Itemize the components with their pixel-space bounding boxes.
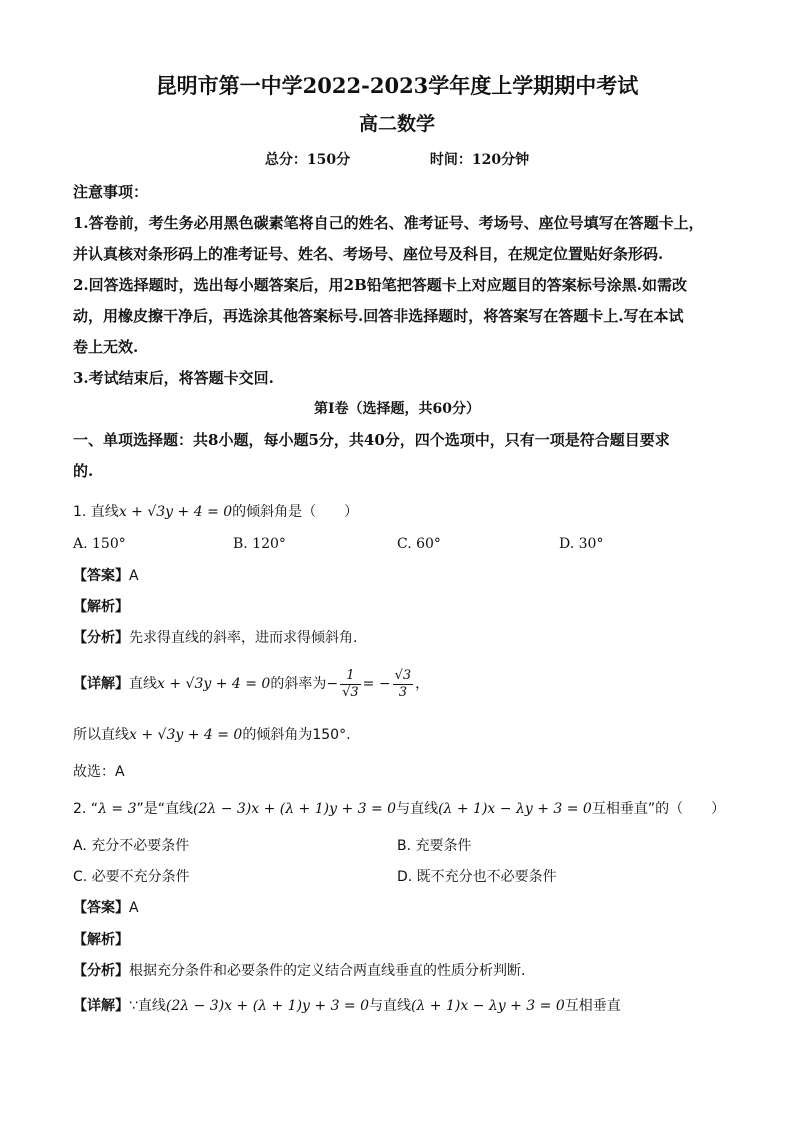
q2-answer-value: A	[129, 900, 139, 916]
notice-item-1-line-1: 1.答卷前，考生务必用黑色碳素笔将自己的姓名、准考证号、考场号、座位号填写在答题卡上，	[73, 214, 704, 232]
q2-answer-label: 【答案】	[73, 900, 129, 916]
q1-choose: 故选：A	[73, 764, 125, 780]
q1-prefix: 1. 直线	[73, 504, 119, 520]
q2-detail-prefix: ∵直线	[129, 998, 166, 1014]
notice-item-2-line-3: 卷上无效.	[73, 338, 139, 356]
notice-item-2-line-1: 2.回答选择题时，选出每小题答案后，用2B铅笔把答题卡上对应题目的答案标号涂黑.如需改	[73, 276, 688, 294]
q2-answer	[73, 898, 139, 918]
section-instructions-line-1: 一、单项选择题：共8小题，每小题5分，共40分，四个选项中，只有一项是符合题目要求	[73, 431, 670, 449]
q2-suffix: 互相垂直”的（ ）	[591, 801, 726, 817]
q2-analysis-label: 【解析】	[73, 932, 129, 948]
q1-conclusion-prefix: 所以直线	[73, 727, 129, 743]
exam-meta	[0, 150, 794, 170]
q2-fenxi-label: 【分析】	[73, 963, 129, 979]
q2-line2: (λ + 1)x − λy + 3 = 0	[438, 801, 592, 817]
frac2-denominator: 3	[398, 684, 407, 700]
notice-item-2-line-2: 动，用橡皮擦干净后，再选涂其他答案标号.回答非选择题时，将答案写在答题卡上.写在本试	[73, 307, 684, 325]
frac1-denominator: √3	[342, 684, 359, 700]
q2-option-b: B. 充要条件	[397, 838, 472, 854]
exam-time: 时间：120分钟	[429, 152, 530, 168]
q1-detail-equation: x + √3y + 4 = 0	[157, 676, 271, 692]
q1-option-b: B. 120°	[233, 536, 286, 552]
q1-analysis-label: 【解析】	[73, 599, 129, 615]
q1-conclusion	[73, 725, 351, 745]
question-2	[73, 799, 725, 819]
q1-fenxi-label: 【分析】	[73, 630, 129, 646]
q2-fenxi	[73, 961, 525, 981]
q2-option-d: D. 既不充分也不必要条件	[397, 869, 557, 885]
exam-subtitle: 高二数学	[358, 113, 435, 135]
q2-detail-line1: (2λ − 3)x + (λ + 1)y + 3 = 0	[165, 998, 370, 1014]
section-instructions-line-2: 的.	[73, 462, 94, 480]
q2-detail-line2: (λ + 1)x − λy + 3 = 0	[411, 998, 565, 1014]
q1-equation: x + √3y + 4 = 0	[118, 504, 233, 520]
q1-option-a: A. 150°	[73, 536, 126, 552]
question-1	[73, 502, 358, 522]
q1-answer	[73, 566, 139, 586]
q2-line1: (2λ − 3)x + (λ + 1)y + 3 = 0	[193, 801, 397, 817]
q1-conclusion-suffix: 的倾斜角为150°.	[242, 727, 351, 743]
q2-detail-suffix: 互相垂直	[564, 998, 621, 1014]
slope-fraction-1	[340, 668, 361, 701]
notice-heading: 注意事项：	[73, 183, 149, 201]
notice-item-3: 3.考试结束后，将答题卡交回.	[73, 369, 274, 387]
slope-minus: −	[326, 676, 339, 692]
q2-prefix: 2. “	[73, 801, 99, 817]
q2-mid2: 与直线	[396, 801, 439, 817]
q1-option-d: D. 30°	[559, 536, 604, 552]
q1-conclusion-equation: x + √3y + 4 = 0	[129, 727, 243, 743]
notice-item-1-line-2: 并认真核对条形码上的准考证号、姓名、考场号、座位号及科目，在规定位置贴好条形码.	[73, 245, 664, 263]
q2-option-a: A. 充分不必要条件	[73, 838, 190, 854]
q1-suffix: 的倾斜角是（ ）	[232, 504, 359, 520]
total-score: 总分：150分	[264, 152, 351, 168]
equals-minus: = −	[362, 676, 391, 692]
q2-fenxi-text: 根据充分条件和必要条件的定义结合两直线垂直的性质分析判断.	[129, 963, 526, 979]
q2-condition: λ = 3	[98, 801, 137, 817]
q1-answer-label: 【答案】	[73, 568, 129, 584]
q1-detail	[73, 664, 429, 704]
q2-detail-mid: 与直线	[369, 998, 412, 1014]
q1-detail-mid: 的斜率为	[270, 676, 327, 692]
q1-fenxi	[73, 628, 357, 648]
q2-detail	[73, 996, 621, 1016]
slope-fraction-2	[393, 668, 414, 701]
q2-mid1: ”是“直线	[136, 801, 193, 817]
q1-answer-value: A	[129, 568, 139, 584]
q2-detail-label: 【详解】	[73, 998, 129, 1014]
section-heading: 第I卷（选择题，共60分）	[313, 401, 481, 417]
q1-detail-label: 【详解】	[73, 676, 129, 692]
q1-detail-prefix: 直线	[129, 676, 157, 692]
q1-option-c: C. 60°	[397, 536, 441, 552]
q2-option-c: C. 必要不充分条件	[73, 869, 190, 885]
exam-title: 昆明市第一中学2022-2023学年度上学期期中考试	[155, 73, 639, 98]
q1-fenxi-text: 先求得直线的斜率，进而求得倾斜角.	[129, 630, 358, 646]
frac2-numerator: √3	[394, 667, 412, 683]
frac1-numerator: 1	[340, 668, 361, 685]
q1-detail-end: ，	[415, 676, 430, 692]
